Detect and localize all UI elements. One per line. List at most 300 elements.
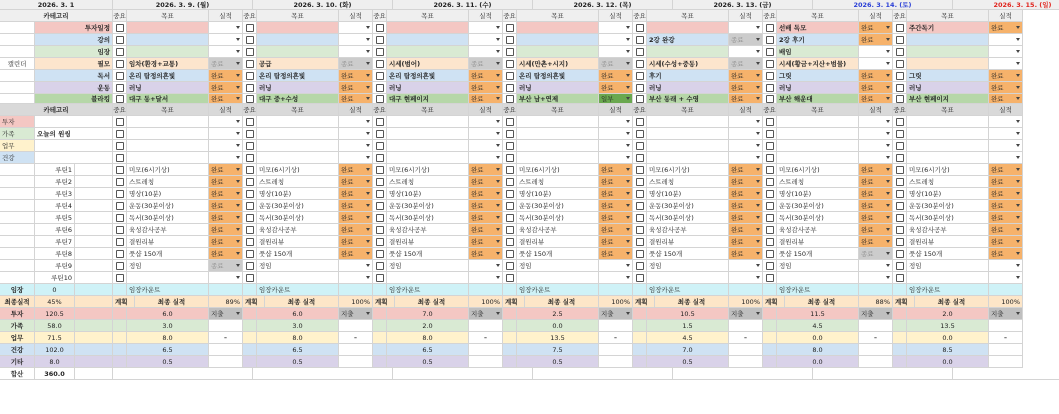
chevron-down-icon[interactable] [886,168,890,171]
goal-cell[interactable]: 러닝 [127,82,209,94]
goal-cell[interactable] [517,116,599,128]
routine-item[interactable]: 풋샵 150개 [647,248,729,260]
chevron-down-icon[interactable] [236,120,240,123]
routine-item[interactable] [257,272,339,284]
result-select[interactable] [729,128,763,140]
result-select[interactable] [729,46,763,58]
checkbox[interactable] [896,95,904,103]
routine-item[interactable]: 육성감사공부 [387,224,469,236]
importance-cell[interactable] [113,58,127,70]
routine-item[interactable]: 독서(30분이상) [777,212,859,224]
importance-cell[interactable] [503,164,517,176]
checkbox[interactable] [376,226,384,234]
chevron-down-icon[interactable] [366,252,370,255]
chevron-down-icon[interactable] [236,97,240,100]
result-select[interactable] [989,224,1023,236]
goal-cell[interactable] [127,46,209,58]
goal-cell[interactable]: 시세(만촌+시지) [517,58,599,70]
goal-cell[interactable] [257,46,339,58]
result-select[interactable] [599,236,633,248]
chevron-down-icon[interactable] [496,240,500,243]
importance-cell[interactable] [113,272,127,284]
chevron-down-icon[interactable] [236,62,240,65]
result-select[interactable] [599,140,633,152]
importance-cell[interactable] [633,58,647,70]
result-select[interactable] [859,224,893,236]
importance-cell[interactable] [373,248,387,260]
importance-cell[interactable] [243,212,257,224]
checkbox[interactable] [896,48,904,56]
result-select[interactable] [339,260,373,272]
checkbox[interactable] [766,166,774,174]
routine-item[interactable]: 결원리뷰 [387,236,469,248]
importance-cell[interactable] [113,94,127,104]
importance-cell[interactable] [503,188,517,200]
result-select[interactable] [339,200,373,212]
goal-cell[interactable] [517,152,599,164]
chevron-down-icon[interactable] [236,192,240,195]
checkbox[interactable] [246,238,254,246]
result-select[interactable] [339,22,373,34]
importance-cell[interactable] [373,116,387,128]
importance-cell[interactable] [633,140,647,152]
importance-cell[interactable] [503,116,517,128]
importance-cell[interactable] [243,164,257,176]
checkbox[interactable] [376,214,384,222]
checkbox[interactable] [376,262,384,270]
goal-cell[interactable] [517,140,599,152]
chevron-down-icon[interactable] [756,228,760,231]
routine-item[interactable] [517,272,599,284]
checkbox[interactable] [766,24,774,32]
result-select[interactable] [339,164,373,176]
routine-item[interactable] [127,272,209,284]
routine-item[interactable]: 육성감사공부 [647,224,729,236]
importance-cell[interactable] [503,140,517,152]
chevron-down-icon[interactable] [626,62,630,65]
importance-cell[interactable] [633,152,647,164]
checkbox[interactable] [766,130,774,138]
result-select[interactable] [469,152,503,164]
goal-cell[interactable]: 시세(황금+지산+범물) [777,58,859,70]
routine-item[interactable]: 정임 [907,260,989,272]
result-select[interactable] [859,70,893,82]
result-select[interactable] [859,212,893,224]
routine-item[interactable]: 정임 [517,260,599,272]
routine-item[interactable]: 운동(30분이상) [517,200,599,212]
checkbox[interactable] [506,142,514,150]
goal-cell[interactable] [127,22,209,34]
result-select[interactable] [469,22,503,34]
result-select[interactable] [209,248,243,260]
result-select[interactable] [209,236,243,248]
importance-cell[interactable] [633,116,647,128]
result-select[interactable] [599,116,633,128]
result-select[interactable] [339,224,373,236]
result-select[interactable] [339,70,373,82]
checkbox[interactable] [246,118,254,126]
chevron-down-icon[interactable] [626,240,630,243]
checkbox[interactable] [506,202,514,210]
importance-cell[interactable] [893,272,907,284]
checkbox[interactable] [896,274,904,282]
checkbox[interactable] [636,130,644,138]
importance-cell[interactable] [893,116,907,128]
chevron-down-icon[interactable] [756,50,760,53]
result-select[interactable] [469,260,503,272]
importance-cell[interactable] [503,94,517,104]
chevron-down-icon[interactable] [756,74,760,77]
status-select[interactable] [339,308,373,320]
goal-cell[interactable]: 온리 탐정의흔빛 [127,70,209,82]
routine-item[interactable]: 독서(30분이상) [517,212,599,224]
importance-cell[interactable] [893,46,907,58]
importance-cell[interactable] [893,34,907,46]
chevron-down-icon[interactable] [366,228,370,231]
checkbox[interactable] [636,154,644,162]
goal-cell[interactable] [387,116,469,128]
result-select[interactable] [859,46,893,58]
chevron-down-icon[interactable] [366,120,370,123]
checkbox[interactable] [896,24,904,32]
chevron-down-icon[interactable] [366,38,370,41]
chevron-down-icon[interactable] [756,264,760,267]
chevron-down-icon[interactable] [626,228,630,231]
importance-cell[interactable] [503,260,517,272]
chevron-down-icon[interactable] [626,144,630,147]
checkbox[interactable] [896,238,904,246]
checkbox[interactable] [376,84,384,92]
goal-cell[interactable]: 온리 탐정의흔빛 [517,70,599,82]
chevron-down-icon[interactable] [1016,86,1020,89]
checkbox[interactable] [376,72,384,80]
importance-cell[interactable] [503,236,517,248]
result-select[interactable] [209,94,243,104]
chevron-down-icon[interactable] [886,86,890,89]
result-select[interactable] [729,176,763,188]
result-select[interactable] [989,188,1023,200]
result-select[interactable] [859,176,893,188]
chevron-down-icon[interactable] [236,144,240,147]
checkbox[interactable] [896,262,904,270]
chevron-down-icon[interactable] [886,264,890,267]
chevron-down-icon[interactable] [626,192,630,195]
result-select[interactable] [599,46,633,58]
chevron-down-icon[interactable] [1016,156,1020,159]
importance-cell[interactable] [373,70,387,82]
routine-item[interactable]: 풋샵 150개 [387,248,469,260]
checkbox[interactable] [376,142,384,150]
importance-cell[interactable] [503,70,517,82]
result-select[interactable] [989,176,1023,188]
result-select[interactable] [989,22,1023,34]
result-select[interactable] [209,116,243,128]
result-select[interactable] [209,200,243,212]
importance-cell[interactable] [503,46,517,58]
checkbox[interactable] [636,166,644,174]
result-select[interactable] [989,272,1023,284]
chevron-down-icon[interactable] [236,168,240,171]
result-select[interactable] [469,188,503,200]
result-select[interactable] [989,248,1023,260]
status-select[interactable] [599,308,633,320]
importance-cell[interactable] [763,34,777,46]
chevron-down-icon[interactable] [756,252,760,255]
routine-item[interactable]: 육성감사공부 [517,224,599,236]
result-select[interactable] [339,128,373,140]
goal-cell[interactable]: 대구 현페이지 [387,94,469,104]
goal-cell[interactable] [127,116,209,128]
importance-cell[interactable] [893,94,907,104]
chevron-down-icon[interactable] [236,86,240,89]
routine-item[interactable]: 운동(30분이상) [907,200,989,212]
goal-cell[interactable] [907,152,989,164]
result-select[interactable] [859,188,893,200]
importance-cell[interactable] [243,116,257,128]
chevron-down-icon[interactable] [1016,38,1020,41]
importance-cell[interactable] [893,236,907,248]
result-select[interactable] [339,188,373,200]
goal-cell[interactable] [907,116,989,128]
chevron-down-icon[interactable] [1016,312,1020,315]
result-select[interactable] [599,152,633,164]
importance-cell[interactable] [113,116,127,128]
chevron-down-icon[interactable] [366,204,370,207]
goal-cell[interactable] [257,22,339,34]
routine-item[interactable]: 미모(6시기상) [907,164,989,176]
importance-cell[interactable] [763,212,777,224]
checkbox[interactable] [506,84,514,92]
chevron-down-icon[interactable] [496,38,500,41]
routine-item[interactable]: 결원리뷰 [907,236,989,248]
importance-cell[interactable] [763,188,777,200]
result-select[interactable] [599,224,633,236]
chevron-down-icon[interactable] [886,216,890,219]
checkbox[interactable] [246,178,254,186]
result-select[interactable] [469,212,503,224]
chevron-down-icon[interactable] [1016,74,1020,77]
importance-cell[interactable] [893,248,907,260]
goal-cell[interactable] [647,46,729,58]
result-select[interactable] [989,58,1023,70]
goal-cell[interactable] [257,140,339,152]
chevron-down-icon[interactable] [886,156,890,159]
status-select[interactable] [989,308,1023,320]
checkbox[interactable] [506,214,514,222]
chevron-down-icon[interactable] [886,26,890,29]
checkbox[interactable] [636,36,644,44]
importance-cell[interactable] [763,164,777,176]
status-select[interactable] [729,308,763,320]
goal-cell[interactable]: 러닝 [387,82,469,94]
result-select[interactable] [469,164,503,176]
result-select[interactable] [859,140,893,152]
result-select[interactable] [599,248,633,260]
result-select[interactable] [599,164,633,176]
importance-cell[interactable] [633,224,647,236]
goal-cell[interactable] [127,152,209,164]
result-select[interactable] [729,82,763,94]
chevron-down-icon[interactable] [626,312,630,315]
importance-cell[interactable] [113,212,127,224]
chevron-down-icon[interactable] [366,276,370,279]
chevron-down-icon[interactable] [886,180,890,183]
importance-cell[interactable] [893,128,907,140]
result-select[interactable] [209,188,243,200]
result-select[interactable] [989,152,1023,164]
chevron-down-icon[interactable] [626,86,630,89]
importance-cell[interactable] [763,116,777,128]
importance-cell[interactable] [893,152,907,164]
checkbox[interactable] [896,178,904,186]
result-select[interactable] [729,152,763,164]
checkbox[interactable] [376,60,384,68]
chevron-down-icon[interactable] [626,38,630,41]
result-select[interactable] [599,22,633,34]
chevron-down-icon[interactable] [366,97,370,100]
importance-cell[interactable] [113,188,127,200]
importance-cell[interactable] [633,260,647,272]
chevron-down-icon[interactable] [756,62,760,65]
importance-cell[interactable] [503,200,517,212]
goal-cell[interactable] [777,152,859,164]
result-select[interactable] [859,152,893,164]
goal-cell[interactable] [127,140,209,152]
result-select[interactable] [209,260,243,272]
importance-cell[interactable] [243,224,257,236]
chevron-down-icon[interactable] [886,276,890,279]
checkbox[interactable] [246,202,254,210]
result-select[interactable] [599,94,633,104]
importance-cell[interactable] [373,22,387,34]
checkbox[interactable] [246,262,254,270]
checkbox[interactable] [766,226,774,234]
importance-cell[interactable] [893,58,907,70]
result-select[interactable] [859,82,893,94]
routine-item[interactable]: 운동(30분이상) [257,200,339,212]
goal-cell[interactable] [257,34,339,46]
result-select[interactable] [989,212,1023,224]
chevron-down-icon[interactable] [756,168,760,171]
goal-cell[interactable] [127,128,209,140]
checkbox[interactable] [506,60,514,68]
chevron-down-icon[interactable] [1016,26,1020,29]
chevron-down-icon[interactable] [626,132,630,135]
checkbox[interactable] [896,190,904,198]
checkbox[interactable] [376,250,384,258]
chevron-down-icon[interactable] [626,97,630,100]
result-select[interactable] [729,260,763,272]
result-select[interactable] [209,140,243,152]
goal-cell[interactable]: 선배 독모 [777,22,859,34]
result-select[interactable] [859,248,893,260]
chevron-down-icon[interactable] [236,264,240,267]
checkbox[interactable] [766,178,774,186]
goal-cell[interactable]: 부산 남+연제 [517,94,599,104]
result-select[interactable] [599,34,633,46]
chevron-down-icon[interactable] [496,86,500,89]
checkbox[interactable] [896,142,904,150]
checkbox[interactable] [246,24,254,32]
goal-cell[interactable] [387,34,469,46]
goal-cell[interactable] [387,128,469,140]
chevron-down-icon[interactable] [886,312,890,315]
importance-cell[interactable] [113,152,127,164]
goal-cell[interactable]: 2강 후기 [777,34,859,46]
checkbox[interactable] [116,24,124,32]
checkbox[interactable] [116,178,124,186]
checkbox[interactable] [116,36,124,44]
chevron-down-icon[interactable] [1016,240,1020,243]
goal-cell[interactable] [647,152,729,164]
result-select[interactable] [469,34,503,46]
goal-cell[interactable]: 부산 현페이지 [907,94,989,104]
chevron-down-icon[interactable] [886,62,890,65]
goal-cell[interactable] [387,152,469,164]
checkbox[interactable] [766,262,774,270]
checkbox[interactable] [636,250,644,258]
checkbox[interactable] [766,118,774,126]
importance-cell[interactable] [633,188,647,200]
importance-cell[interactable] [373,152,387,164]
checkbox[interactable] [376,154,384,162]
importance-cell[interactable] [633,248,647,260]
chevron-down-icon[interactable] [496,132,500,135]
checkbox[interactable] [896,118,904,126]
result-select[interactable] [339,94,373,104]
checkbox[interactable] [896,154,904,162]
chevron-down-icon[interactable] [1016,252,1020,255]
goal-cell[interactable]: 배임 [777,46,859,58]
importance-cell[interactable] [893,164,907,176]
result-select[interactable] [729,188,763,200]
checkbox[interactable] [896,250,904,258]
result-select[interactable] [989,128,1023,140]
result-select[interactable] [469,176,503,188]
importance-cell[interactable] [503,128,517,140]
chevron-down-icon[interactable] [1016,204,1020,207]
checkbox[interactable] [506,250,514,258]
result-select[interactable] [339,176,373,188]
checkbox[interactable] [116,48,124,56]
chevron-down-icon[interactable] [236,216,240,219]
routine-item[interactable]: 미모(6시기상) [777,164,859,176]
chevron-down-icon[interactable] [496,264,500,267]
checkbox[interactable] [506,238,514,246]
routine-item[interactable]: 운동(30분이상) [647,200,729,212]
chevron-down-icon[interactable] [236,50,240,53]
chevron-down-icon[interactable] [496,120,500,123]
result-select[interactable] [859,22,893,34]
importance-cell[interactable] [503,176,517,188]
importance-cell[interactable] [373,176,387,188]
goal-cell[interactable]: 임차(환경+교통) [127,58,209,70]
checkbox[interactable] [636,142,644,150]
importance-cell[interactable] [893,140,907,152]
result-select[interactable] [989,34,1023,46]
importance-cell[interactable] [243,34,257,46]
result-select[interactable] [209,46,243,58]
result-select[interactable] [729,224,763,236]
goal-cell[interactable] [257,116,339,128]
chevron-down-icon[interactable] [366,180,370,183]
checkbox[interactable] [636,60,644,68]
checkbox[interactable] [246,154,254,162]
checkbox[interactable] [116,60,124,68]
result-select[interactable] [989,260,1023,272]
importance-cell[interactable] [893,212,907,224]
routine-item[interactable]: 풋샵 150개 [777,248,859,260]
